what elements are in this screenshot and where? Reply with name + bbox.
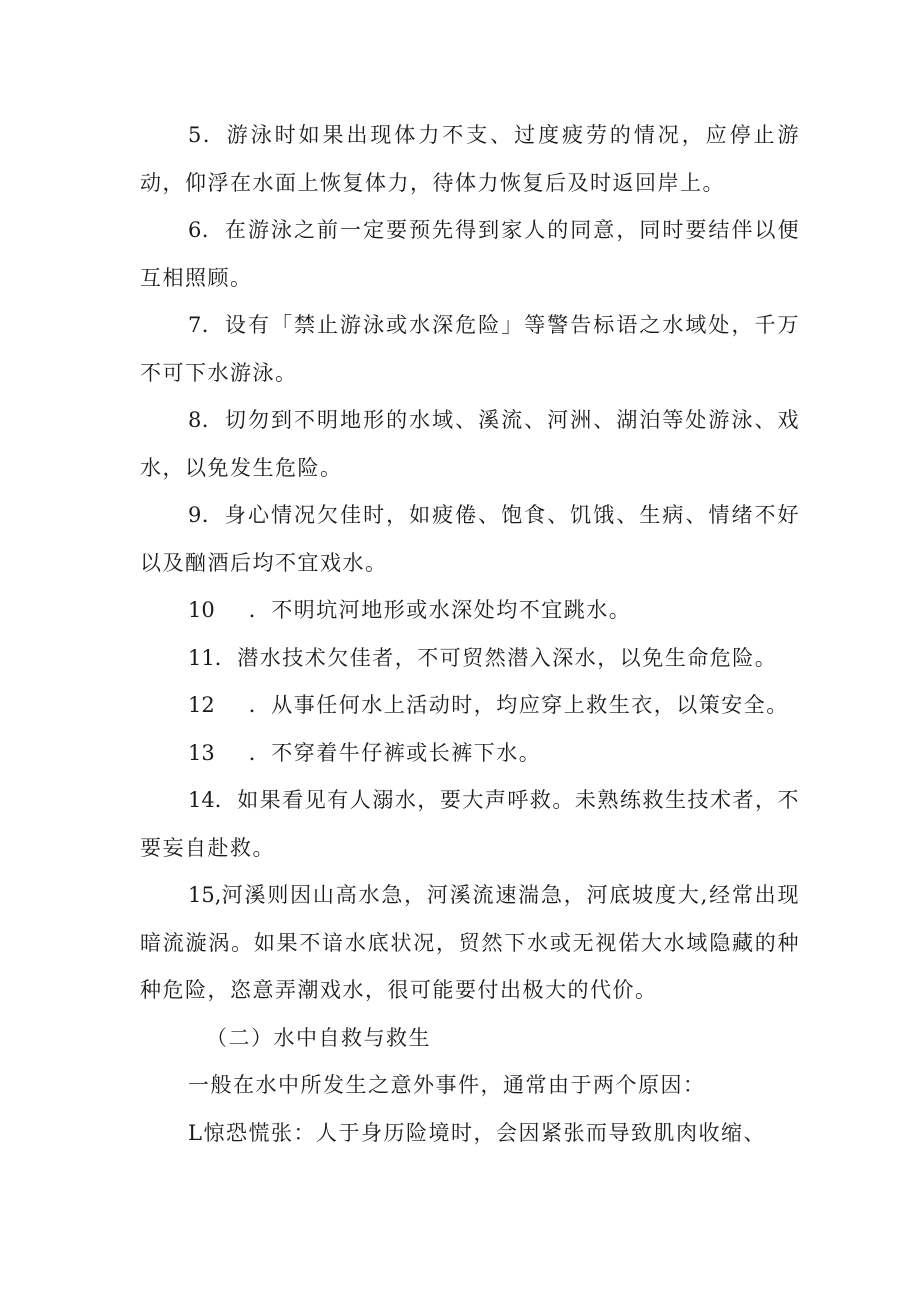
item-text: ．不明坑河地形或水深处均不宜跳水。 (248, 598, 632, 622)
item-number: 13 (188, 740, 215, 765)
item-text: ．潜水技术欠佳者，不可贸然潜入深水，以免生命危险。 (214, 645, 778, 670)
paragraph-15 (140, 872, 800, 1015)
item-text: ．游泳时如果出现体力不支、过度疲劳的情况，应停止游动，仰浮在水面上恢复体力，待体力恢复后及时返回岸上。 (140, 123, 800, 195)
intro-paragraph: 一般在水中所发生之意外事件，通常由于两个原因： (188, 1073, 706, 1097)
paragraph-8 (140, 397, 800, 492)
item-text: ．设有「禁止游泳或水深危险」等警告标语之水域处，千万不可下水游泳。 (140, 313, 800, 385)
item-number: 7 (188, 313, 202, 337)
paragraph-9 (140, 492, 800, 587)
section-heading: （二）水中自救与救生 (206, 1025, 431, 1050)
item-text: ．不穿着牛仔裤或长裤下水。 (248, 740, 542, 765)
item-number: 6 (188, 218, 202, 242)
paragraph-7 (140, 302, 800, 397)
item-text: ．在游泳之前一定要预先得到家人的同意，同时要结伴以便互相照顾。 (140, 218, 800, 290)
document-body (140, 112, 800, 1157)
paragraph-10 (140, 587, 800, 635)
item-number: 11 (188, 645, 215, 670)
paragraph-13 (140, 730, 800, 778)
item-number: 10 (188, 598, 215, 622)
item-text: ．从事任何水上活动时，均应穿上救生衣，以策安全。 (248, 693, 789, 717)
item-number: 15, (188, 883, 222, 907)
paragraph-item-l: L惊恐慌张：人于身历险境时，会因紧张而导致肌肉收缩、 (188, 1120, 766, 1145)
item-number: 14 (188, 788, 215, 812)
paragraph-6 (140, 207, 800, 302)
item-text: ．切勿到不明地形的水域、溪流、河洲、湖泊等处游泳、戏水，以免发生危险。 (140, 408, 800, 480)
paragraph-5 (140, 112, 800, 207)
paragraph-14 (140, 777, 800, 872)
item-number: 5 (188, 123, 202, 147)
item-number: 8 (188, 408, 202, 432)
item-number: 12 (188, 693, 215, 717)
item-text: ．如果看见有人溺水，要大声呼救。未熟练救生技术者，不要妄自赴救。 (140, 788, 800, 860)
item-text: ．身心情况欠佳时，如疲倦、饱食、饥饿、生病、情绪不好以及酗酒后均不宜戏水。 (140, 503, 800, 575)
paragraph-11 (140, 635, 800, 683)
item-text: 河溪则因山高水急，河溪流速湍急，河底坡度大,经常出现暗流漩涡。如果不谙水底状况，贸然下水或无视偌大水域隐藏的种种危险，恣意弄潮戏水，很可能要付出极大的代价。 (140, 883, 800, 1002)
paragraph-12 (140, 682, 800, 730)
item-number: 9 (188, 503, 202, 527)
